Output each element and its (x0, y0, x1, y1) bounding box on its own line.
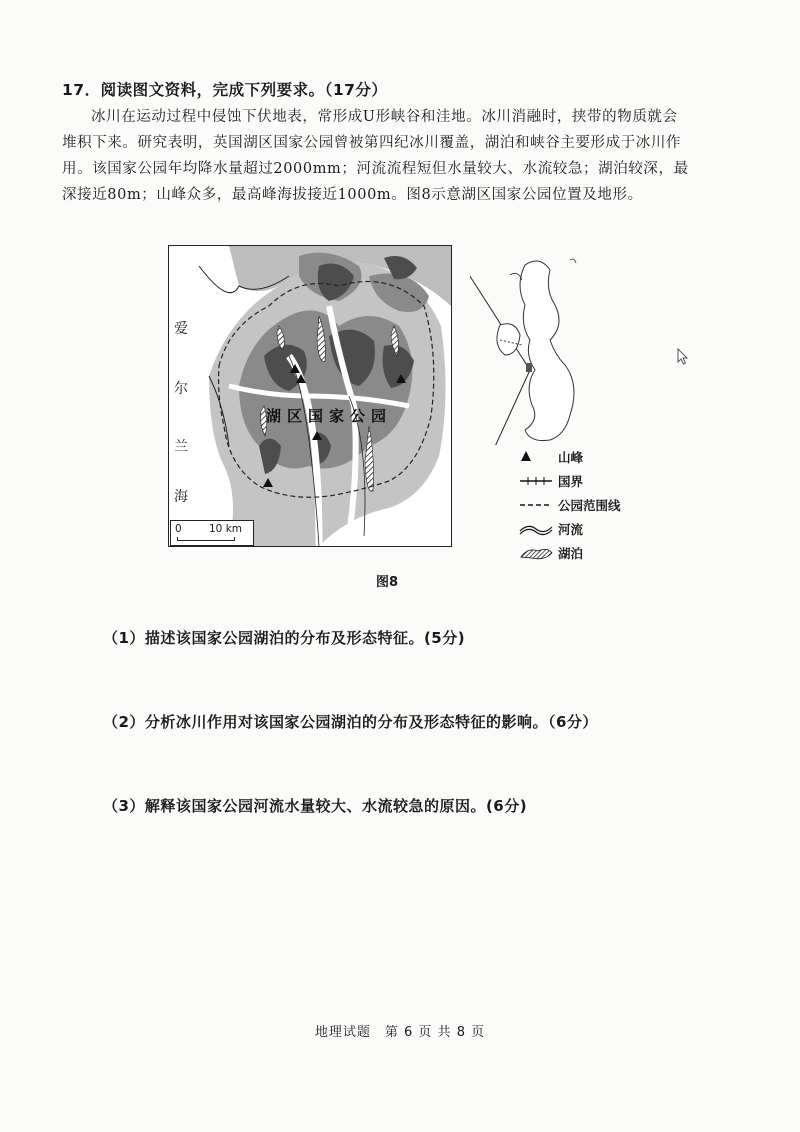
page-footer: 地理试题 第 6 页 共 8 页 (314, 1025, 486, 1040)
legend-label: 山峰 (558, 450, 584, 465)
sub-question-3: （3）解释该国家公园河流水量较大、水流较急的原因。(6分) (103, 797, 528, 815)
paragraph-line: 用。该国家公园年均降水量超过2000mm；河流流程短但水量较大、水流较急；湖泊较深，最 (62, 161, 689, 177)
sea-label-char: 兰 (174, 439, 188, 455)
scale-line (177, 537, 235, 541)
legend-label: 国界 (558, 474, 584, 489)
question-paragraph (62, 104, 732, 208)
mouse-pointer-icon (677, 348, 689, 366)
sea-label-char: 尔 (174, 381, 188, 397)
paragraph-line: 堆积下来。研究表明，英国湖区国家公园曾被第四纪冰川覆盖，湖泊和峡谷主要形成于冰川作 (62, 135, 682, 151)
river-icon (518, 519, 554, 539)
legend-label: 公园范围线 (558, 498, 621, 513)
uk-outline-graphic (470, 245, 620, 445)
question-title: 17．阅读图文资料，完成下列要求。（17分） (62, 81, 388, 99)
terrain-map (168, 245, 452, 547)
legend-label: 湖泊 (558, 546, 584, 561)
paragraph-line: 深接近80m；山峰众多，最高峰海拔接近1000m。图8示意湖区国家公园位置及地形。 (62, 187, 643, 203)
scale-distance: 10 km (209, 523, 243, 535)
park-label: 湖区国家公园 (266, 407, 393, 425)
figure-caption: 图8 (376, 575, 399, 590)
sea-label-char: 爱 (174, 321, 188, 337)
legend-label: 河流 (558, 522, 584, 537)
scale-zero: 0 (175, 523, 182, 535)
paragraph-line: 冰川在运动过程中侵蚀下伏地表，常形成U形峡谷和洼地。冰川消融时，挟带的物质就会 (91, 109, 678, 125)
scale-bar (170, 520, 254, 546)
lake-hatch-icon (518, 543, 554, 563)
terrain-map-graphic (169, 246, 451, 546)
sea-label-char: 海 (174, 489, 188, 505)
peak-triangle-icon (518, 447, 554, 467)
sub-question-1: （1）描述该国家公园湖泊的分布及形态特征。(5分) (103, 629, 466, 647)
national-border-icon (518, 471, 554, 491)
location-inset-map (470, 245, 620, 449)
park-boundary-dashed-icon (518, 495, 554, 515)
sub-question-2: （2）分析冰川作用对该国家公园湖泊的分布及形态特征的影响。（6分） (103, 713, 598, 731)
